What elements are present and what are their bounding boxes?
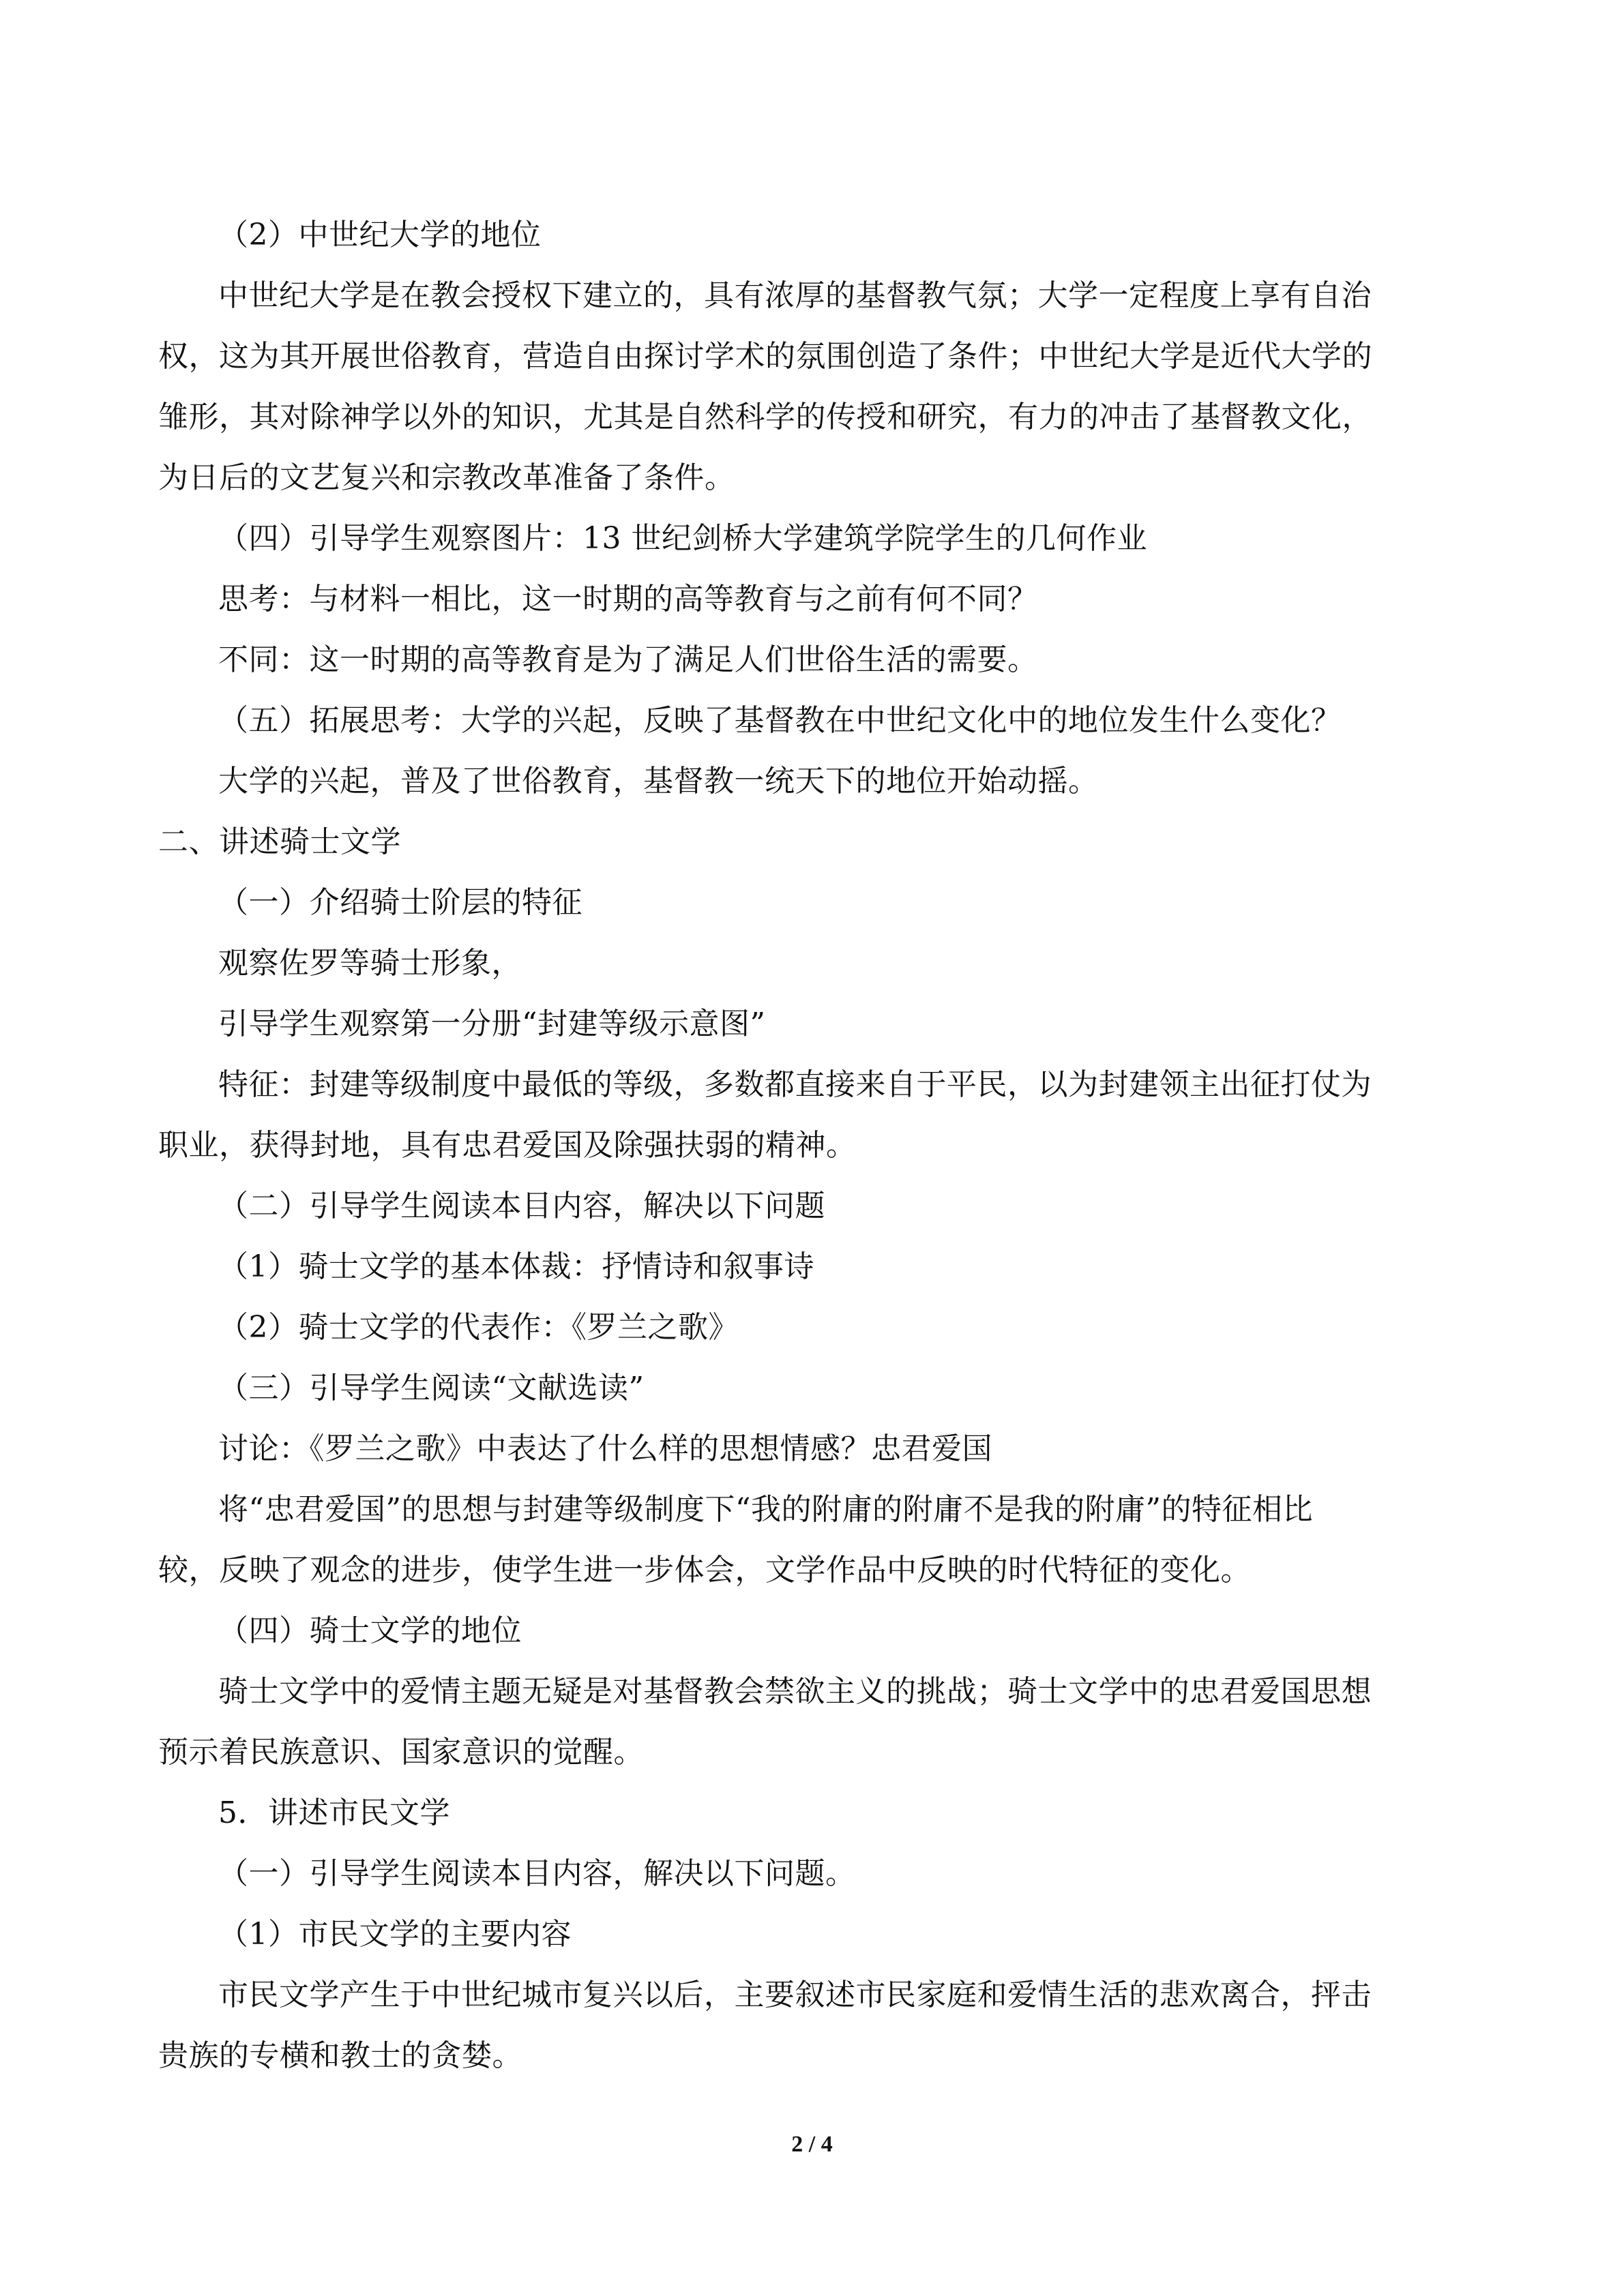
paragraph-line: 观察佐罗等骑士形象， (218, 946, 522, 981)
paragraph-line: 权，这为其开展世俗教育，营造自由探讨学术的氛围创造了条件；中世纪大学是近代大学的 (158, 339, 1372, 374)
subheading: （四）骑士文学的地位 (218, 1613, 522, 1648)
subheading: （一）介绍骑士阶层的特征 (218, 885, 582, 920)
subheading: （2）骑士文学的代表作：《罗兰之歌》 (218, 1310, 739, 1345)
paragraph-line: 贵族的专横和教士的贪婪。 (158, 2038, 522, 2073)
paragraph-line: 预示着民族意识、国家意识的觉醒。 (158, 1735, 644, 1770)
subheading: （1）骑士文学的基本体裁：抒情诗和叙事诗 (218, 1249, 814, 1284)
paragraph-line: 中世纪大学是在教会授权下建立的，具有浓厚的基督教气氛；大学一定程度上享有自治 (218, 278, 1372, 313)
page-number: 2 / 4 (791, 2132, 833, 2157)
subheading: （二）引导学生阅读本目内容，解决以下问题 (218, 1189, 825, 1223)
paragraph-line: 较，反映了观念的进步，使学生进一步体会，文学作品中反映的时代特征的变化。 (158, 1553, 1251, 1587)
section-heading: 二、讲述骑士文学 (158, 824, 401, 859)
paragraph-line: 引导学生观察第一分册“封建等级示意图” (218, 1007, 766, 1041)
paragraph-line: 大学的兴起，普及了世俗教育，基督教一统天下的地位开始动摇。 (218, 764, 1099, 799)
paragraph-line: 不同：这一时期的高等教育是为了满足人们世俗生活的需要。 (218, 642, 1038, 677)
paragraph-line: 讨论：《罗兰之歌》中表达了什么样的思想情感？忠君爱国 (218, 1431, 992, 1466)
paragraph-line: 市民文学产生于中世纪城市复兴以后，主要叙述市民家庭和爱情生活的悲欢离合，抨击 (218, 1978, 1372, 2012)
subheading: （一）引导学生阅读本目内容，解决以下问题。 (218, 1856, 856, 1891)
paragraph-line: 骑士文学中的爱情主题无疑是对基督教会禁欲主义的挑战；骑士文学中的忠君爱国思想 (218, 1674, 1372, 1709)
subheading: （1）市民文学的主要内容 (218, 1917, 572, 1952)
subheading: （2）中世纪大学的地位 (218, 218, 542, 252)
paragraph-line: 特征：封建等级制度中最低的等级，多数都直接来自于平民，以为封建领主出征打仗为 (218, 1067, 1372, 1102)
subheading: （五）拓展思考：大学的兴起，反映了基督教在中世纪文化中的地位发生什么变化？ (218, 703, 1342, 738)
document-body (158, 205, 1475, 2086)
subheading: （四）引导学生观察图片：13 世纪剑桥大学建筑学院学生的几何作业 (218, 521, 1147, 556)
paragraph-line: 雏形，其对除神学以外的知识，尤其是自然科学的传授和研究，有力的冲击了基督教文化， (158, 400, 1372, 434)
paragraph-line: 思考：与材料一相比，这一时期的高等教育与之前有何不同？ (218, 582, 1038, 616)
paragraph-line: 将“忠君爱国”的思想与封建等级制度下“我的附庸的附庸不是我的附庸”的特征相比 (218, 1492, 1313, 1527)
paragraph-line: 职业，获得封地，具有忠君爱国及除强扶弱的精神。 (158, 1128, 857, 1163)
section-heading: 5．讲述市民文学 (218, 1795, 450, 1830)
subheading: （三）引导学生阅读“文献选读” (218, 1371, 645, 1405)
paragraph-line: 为日后的文艺复兴和宗教改革准备了条件。 (158, 460, 735, 495)
